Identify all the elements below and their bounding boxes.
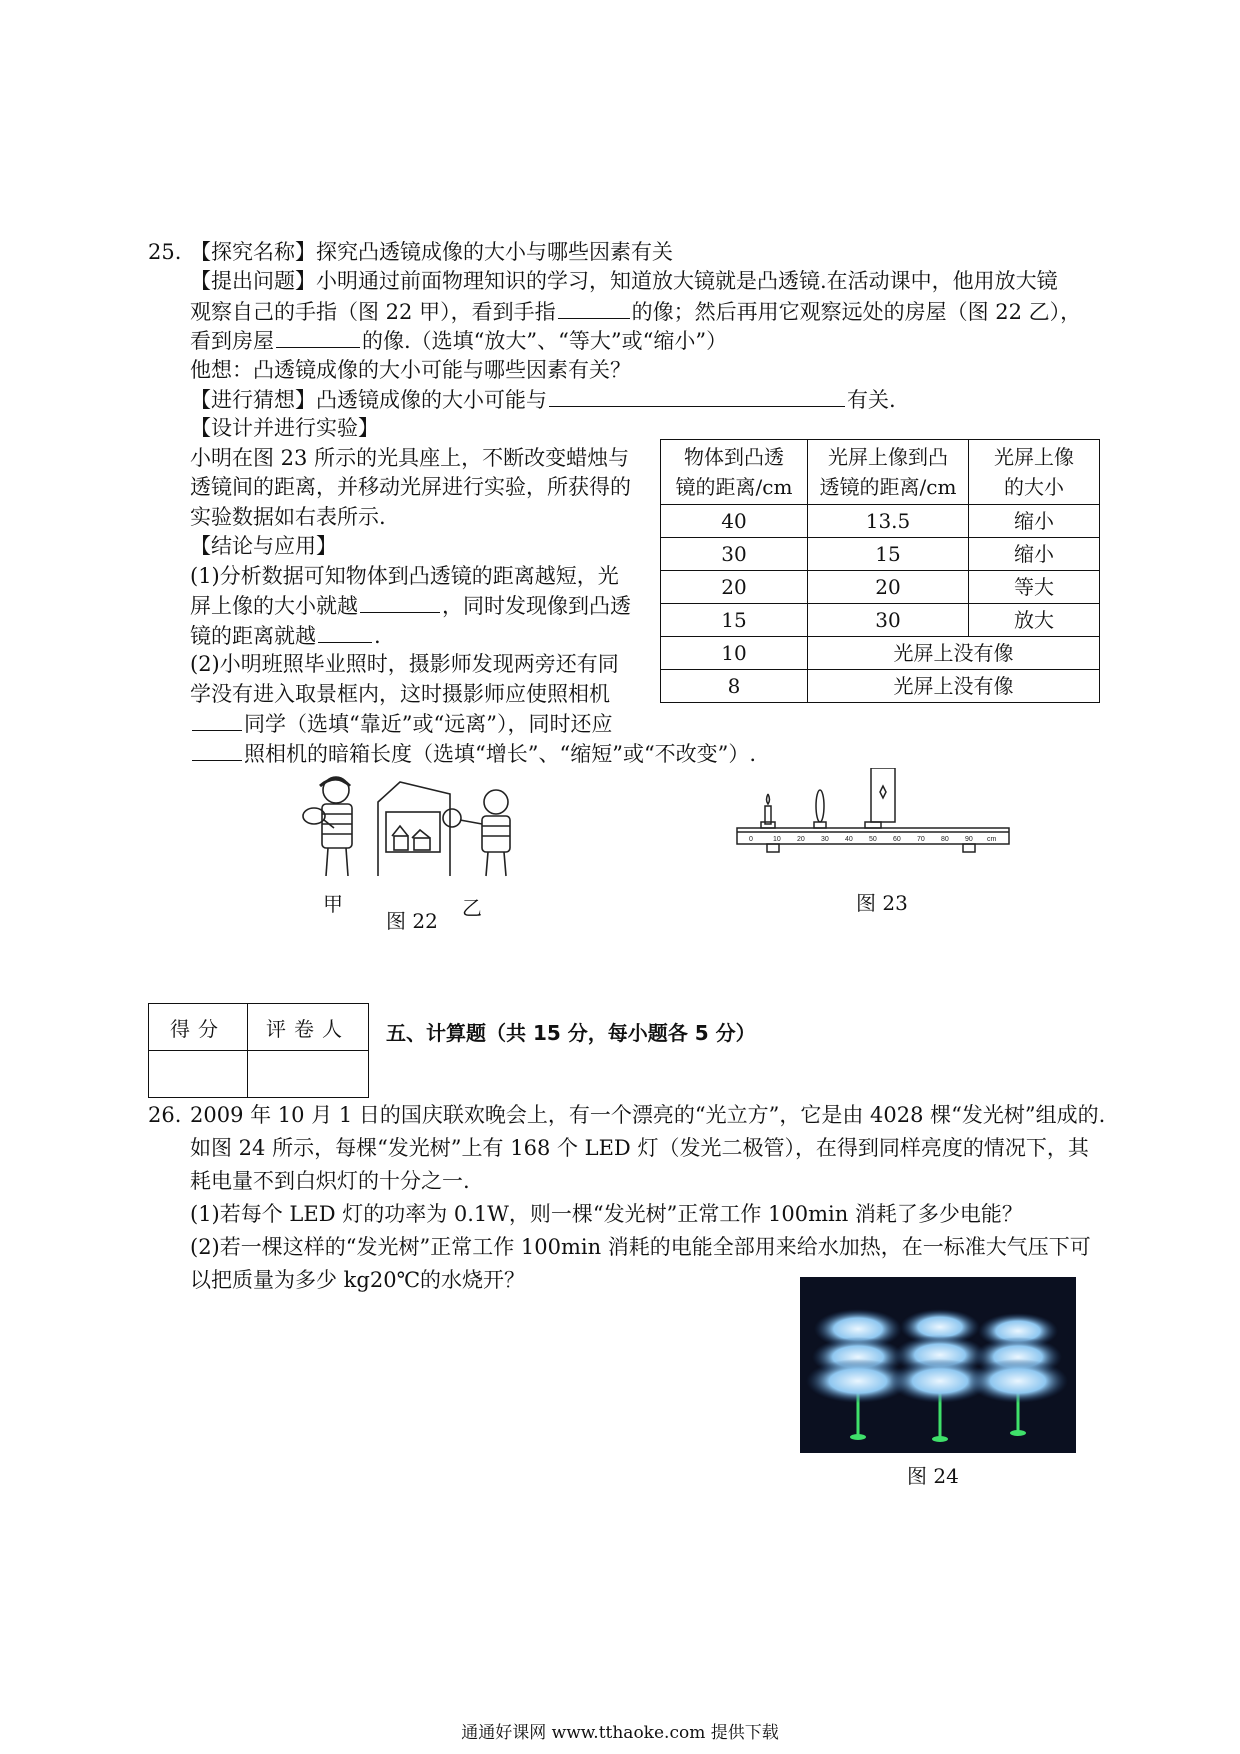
- light-screen-icon: [865, 768, 895, 828]
- section-5-title: 五、计算题（共 15 分，每小题各 5 分）: [386, 1021, 756, 1045]
- ruler-tick-50: 50: [869, 836, 877, 843]
- ruler-unit: cm: [987, 836, 997, 843]
- score-input-row: [149, 1051, 369, 1098]
- answer-blank[interactable]: [558, 296, 630, 319]
- score-label: 得分: [149, 1004, 248, 1051]
- q25-title: 【探究名称】探究凸透镜成像的大小与哪些因素有关: [190, 240, 673, 264]
- table-header-cell: [969, 440, 1100, 505]
- text-span: 物体到凸透: [684, 445, 784, 469]
- text-span: 透镜的距离/cm: [819, 475, 957, 499]
- score-field[interactable]: [149, 1051, 248, 1098]
- convex-lens-icon: [814, 790, 826, 828]
- text-span: ，同时发现像到凸透: [442, 594, 631, 618]
- answer-blank[interactable]: [276, 325, 360, 348]
- text-span: 镜的距离就越: [190, 624, 316, 648]
- table-cell: 30: [661, 538, 808, 571]
- table-cell: 40: [661, 505, 808, 538]
- text-span: .: [374, 624, 381, 648]
- candle-icon: [761, 794, 775, 828]
- boy-with-magnifier-icon: [303, 777, 352, 876]
- experiment-table: [660, 439, 1100, 703]
- text-span: 屏上像的大小就越: [190, 594, 358, 618]
- q25-section-heading: 【设计并进行实验】: [190, 416, 379, 440]
- q25-text-line: [190, 620, 381, 651]
- table-row: [661, 637, 1100, 670]
- figure-22-label-yi: 乙: [462, 896, 482, 920]
- q25-section-heading: 【结论与应用】: [190, 534, 337, 558]
- q25-text-line: [190, 738, 756, 769]
- table-header-row: [661, 440, 1100, 505]
- q26-text-line: 2009 年 10 月 1 日的国庆联欢晚会上，有一个漂亮的“光立方”，它是由 4028 棵“发光树”组成的.: [190, 1103, 1106, 1127]
- text-span: 的像.（选填“放大”、“等大”或“缩小”）: [362, 329, 728, 353]
- q26-text-line: 耗电量不到白炽灯的十分之一.: [190, 1169, 470, 1193]
- table-row: [661, 670, 1100, 703]
- ruler-tick-0: 0: [749, 836, 753, 843]
- text-span: 观察自己的手指（图 22 甲），看到手指: [190, 300, 556, 324]
- answer-blank[interactable]: [192, 708, 242, 731]
- table-cell: 8: [661, 670, 808, 703]
- text-span: 的大小: [1004, 475, 1064, 499]
- boy-observing-icon: [460, 790, 510, 876]
- text-span: 光屏上像: [994, 445, 1074, 469]
- score-box: [148, 1003, 369, 1098]
- table-cell: 15: [808, 538, 969, 571]
- table-cell: 缩小: [969, 505, 1100, 538]
- figure-23-caption: 图 23: [856, 891, 908, 915]
- q25-guess-line: [190, 384, 896, 415]
- table-cell: 光屏上没有像: [808, 637, 1100, 670]
- figure-24-caption: 图 24: [907, 1464, 959, 1488]
- table-row: [661, 571, 1100, 604]
- ruler-tick-70: 70: [917, 836, 925, 843]
- table-row: [661, 604, 1100, 637]
- table-row: [661, 505, 1100, 538]
- table-cell: 光屏上没有像: [808, 670, 1100, 703]
- q25-text-line: [190, 590, 631, 621]
- table-cell: 10: [661, 637, 808, 670]
- figure-22-label-jia: 甲: [323, 892, 343, 916]
- q26-text-line: 如图 24 所示，每棵“发光树”上有 168 个 LED 灯（发光二极管），在得到同样亮度的情况下，其: [190, 1136, 1089, 1160]
- score-header-row: [149, 1004, 369, 1051]
- figure-22-illustration: [300, 772, 540, 882]
- answer-blank[interactable]: [549, 384, 845, 407]
- q25-text-line: 学没有进入取景框内，这时摄影师应使照相机: [190, 682, 610, 706]
- ruler-tick-20: 20: [797, 836, 805, 843]
- q25-question-line: 他想：凸透镜成像的大小可能与哪些因素有关？: [190, 358, 631, 382]
- q25-question-line: [190, 296, 1081, 327]
- q26-subquestion-1: (1)若每个 LED 灯的功率为 0.1W，则一棵“发光树”正常工作 100min 消耗了多少电能？: [190, 1202, 1023, 1226]
- table-cell: 20: [808, 571, 969, 604]
- table-cell: 20: [661, 571, 808, 604]
- page-footer: 通通好课网 www.tthaoke.com 提供下载: [461, 1723, 779, 1743]
- text-span: 的像；然后再用它观察远处的房屋（图 22 乙），: [631, 300, 1082, 324]
- table-cell: 30: [808, 604, 969, 637]
- ruler-labels: [749, 836, 997, 843]
- text-span: 有关.: [847, 388, 896, 412]
- q25-text-line: (2)小明班照毕业照时，摄影师发现两旁还有同: [190, 652, 619, 676]
- text-span: 看到房屋: [190, 329, 274, 353]
- q25-text-line: [190, 708, 612, 739]
- q25-number: 25.: [148, 240, 182, 264]
- table-header-cell: [808, 440, 969, 505]
- q25-question-line: 【提出问题】小明通过前面物理知识的学习，知道放大镜就是凸透镜.在活动课中，他用放大镜: [190, 269, 1058, 293]
- ruler-tick-90: 90: [965, 836, 973, 843]
- ruler-tick-40: 40: [845, 836, 853, 843]
- ruler-tick-80: 80: [941, 836, 949, 843]
- table-cell: 15: [661, 604, 808, 637]
- q25-text-line: 小明在图 23 所示的光具座上，不断改变蜡烛与: [190, 446, 630, 470]
- table-cell: 13.5: [808, 505, 969, 538]
- text-span: 【进行猜想】凸透镜成像的大小可能与: [190, 388, 547, 412]
- q26-text-line: 以把质量为多少 kg20℃的水烧开？: [190, 1268, 526, 1292]
- q25-text-line: (1)分析数据可知物体到凸透镜的距离越短，光: [190, 564, 619, 588]
- table-cell: 缩小: [969, 538, 1100, 571]
- text-span: 同学（选填“靠近”或“远离”），同时还应: [244, 712, 613, 736]
- figure-24-led-trees-photo: [800, 1277, 1076, 1453]
- ruler-tick-10: 10: [773, 836, 781, 843]
- ruler-tick-60: 60: [893, 836, 901, 843]
- q25-question-line: [190, 325, 727, 356]
- reviewer-field[interactable]: [248, 1051, 369, 1098]
- reviewer-label: 评卷人: [248, 1004, 369, 1051]
- answer-blank[interactable]: [360, 590, 440, 613]
- text-span: 光屏上像到凸: [828, 445, 948, 469]
- text-span: 镜的距离/cm: [675, 475, 793, 499]
- answer-blank[interactable]: [318, 620, 372, 643]
- house-window-icon: [378, 782, 461, 876]
- table-cell: 放大: [969, 604, 1100, 637]
- ruler-tick-30: 30: [821, 836, 829, 843]
- figure-23-optical-bench: [735, 768, 1015, 858]
- text-span: 照相机的暗箱长度（选填“增长”、“缩短”或“不改变”）.: [244, 742, 757, 766]
- q25-text-line: 透镜间的距离，并移动光屏进行实验，所获得的: [190, 475, 631, 499]
- answer-blank[interactable]: [192, 738, 242, 761]
- figure-22-caption: 图 22: [386, 909, 438, 933]
- table-row: [661, 538, 1100, 571]
- q25-text-line: 实验数据如右表所示.: [190, 505, 386, 529]
- table-header-cell: [661, 440, 808, 505]
- q26-number: 26.: [148, 1103, 182, 1127]
- q26-subquestion-2: (2)若一棵这样的“发光树”正常工作 100min 消耗的电能全部用来给水加热，在一标准大气压下可: [190, 1235, 1091, 1259]
- table-cell: 等大: [969, 571, 1100, 604]
